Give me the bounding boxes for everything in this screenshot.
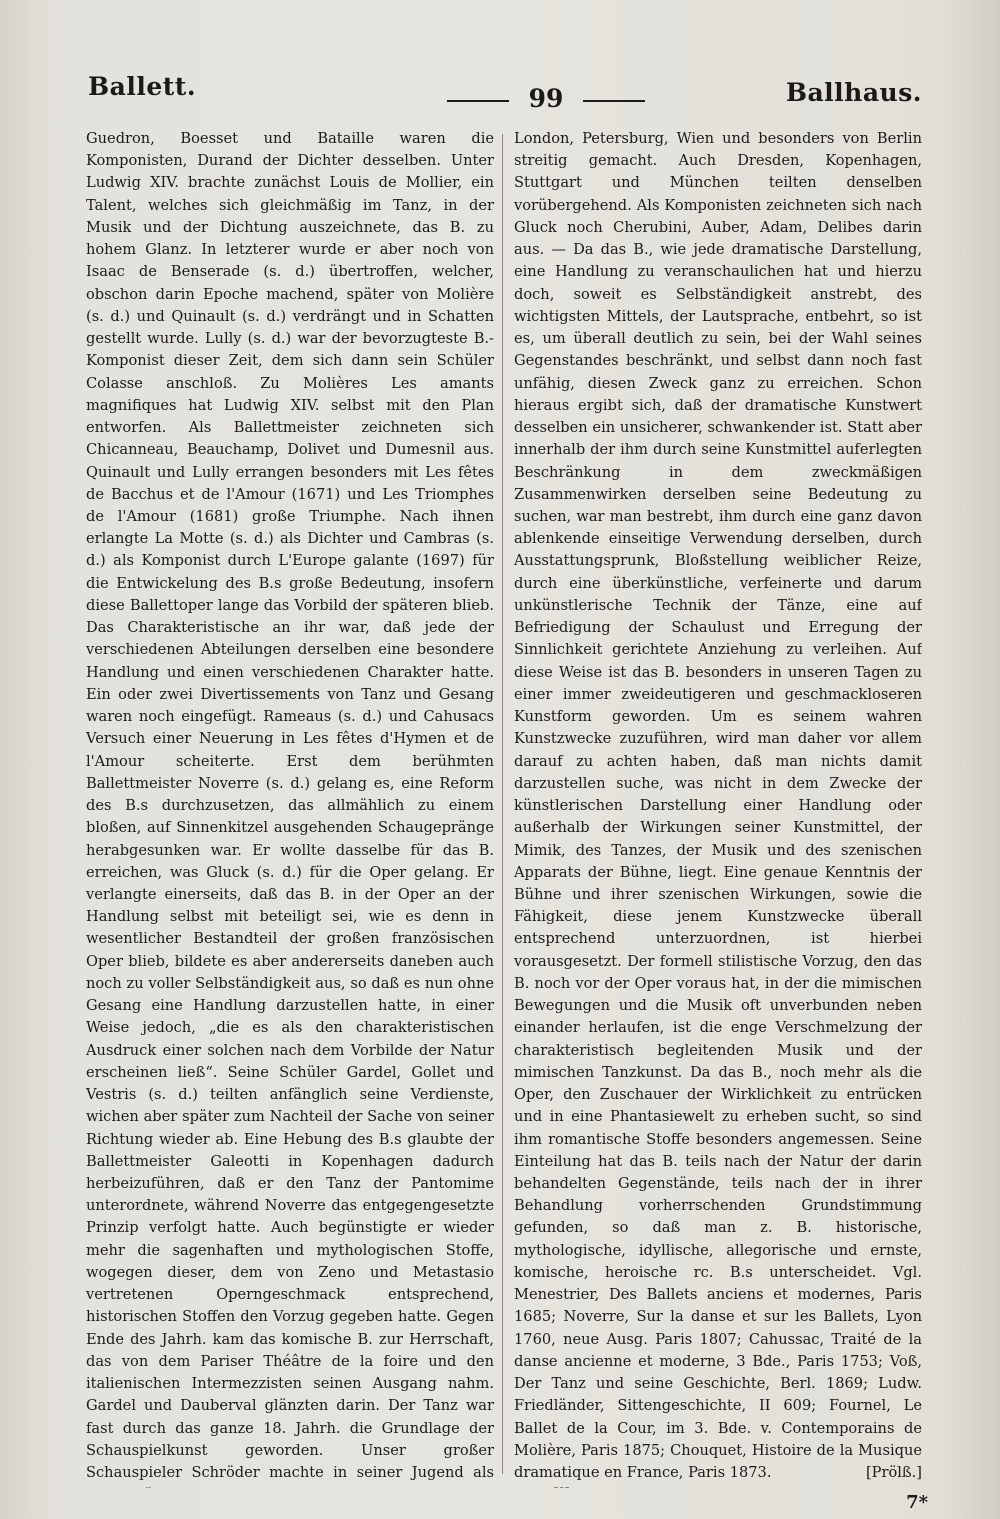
right-column xyxy=(514,128,922,1488)
left-column xyxy=(86,128,494,1488)
right-column-text xyxy=(514,128,922,1484)
column-divider xyxy=(502,134,503,1474)
page-number: 99 xyxy=(528,84,564,113)
page-header xyxy=(88,72,922,112)
ballhaus-entry xyxy=(514,1484,922,1488)
author-signature: [Prölß.] xyxy=(865,1464,922,1482)
ballhaus-entry-head xyxy=(532,1486,609,1488)
signature-mark: 7* xyxy=(906,1492,928,1513)
page-number-block xyxy=(426,84,666,113)
rule-left xyxy=(447,100,509,102)
running-head-right: Ballhaus. xyxy=(785,78,922,107)
ballett-entry-text: London, Petersburg, Wien und besonders von Berlin streitig gemacht. Auch Dresden, Kopenhagen, Stuttgart und München teilten denselben vorübergehend. Als Komponisten zeichneten sich nach Gluck noch Cherubini, Auber, Adam, Delibes darin aus. — Da das B., wie jede dramatische Darstellung, eine Handlung zu veranschaulichen hat und hierzu doch, soweit es Selbständigkeit anstrebt, des wichtigsten Mittels, der Lautsprache, entbehrt, so ist es, um überall deutlich zu sein, bei der Wahl seines Gegenstandes beschränkt, und selbst dann noch fast unfähig, diesen Zweck ganz zu erreichen. Schon hieraus ergibt sich, daß der dramatische Kunstwert desselben ein unsicherer, schwankender ist. Statt aber innerhalb der ihm durch seine Kunstmittel auferlegten Beschränkung in dem zweckmäßigen Zusammenwirken derselben seine Bedeutung zu suchen, war man bestrebt, ihm durch eine ganz davon ablenkende einseitige Verwendung derselben, durch Ausstattungsprunk, Bloßstellung weiblicher Reize, durch eine überkünstliche, verfeinerte und darum unkünstlerische Technik der Tänze, eine auf Befriedigung der Schaulust und Erregung der Sinnlichkeit gerichtete Anziehung zu verleihen. Auf diese Weise ist das B. besonders in unseren Tagen zu einer immer zweideutigeren und geschmackloseren Kunstform geworden. Um es seinem wahren Kunstzwecke zuzuführen, wird man daher vor allem darauf zu achten haben, daß man nichts damit darzustellen suche, was nicht in dem Zwecke der künstlerischen Darstellung einer Handlung oder außerhalb der Wirkungen seiner Kunstmittel, der Mimik, des Tanzes, der Musik und des szenischen Apparats der Bühne, liegt. Eine genaue Kenntnis der Bühne und ihrer szenischen Wirkungen, sowie die Fähigkeit, diese jenem Kunstzwecke überall entsprechend unterzuordnen, ist hierbei vorausgesetzt. Der formell stilistische Vorzug, den das B. noch vor der Oper voraus hat, in der die mimischen Bewegungen und die Musik oft unverbunden neben einander herlaufen, ist die enge Verschmelzung der charakteristisch begleitenden Musik und der mimischen Tanzkunst. Da das B., noch mehr als die Oper, den Zuschauer der Wirklichkeit zu entrücken und in eine Phantasiewelt zu erheben sucht, so sind ihm romantische Stoffe besonders angemessen. Seine Einteilung hat das B. teils nach der Natur der darin behandelten Gegenstände, teils nach der in ihrer Behandlung vorherrschenden Grundstimmung gefunden, so daß man z. B. historische, mythologische, idyllische, allegorische und ernste, komische, heroische rc. B.s unterscheidet. Vgl. Menestrier, Des Ballets anciens et modernes, Paris 1685; Noverre, Sur la danse et sur les Ballets, Lyon 1760, neue Ausg. Paris 1807; Cahussac, Traité de la danse ancienne et moderne, 3 Bde., Paris 1753; Voß, Der Tanz und seine Geschichte, Berl. 1869; Ludw. Friedländer, Sittengeschichte, II 609; Fournel, Le Ballet de la Cour, im 3. Bde. v. Contemporains de Molière, Paris 1875; Chouquet, Histoire de la Musique dramatique en France, Paris 1873. xyxy=(514,130,922,1482)
left-column-text: Guedron, Boesset und Bataille waren die Komponisten, Durand der Dichter desselben. Unter Ludwig XIV. brachte zunächst Louis de Mollier, ein Talent, welches sich gleichmäßig im Tanz, in der Musik und der Dichtung auszeichnete, das B. zu hohem Glanz. In letzterer wurde er aber noch von Isaac de Benserade (s. d.) übertroffen, welcher, obschon darin Epoche machend, später von Molière (s. d.) und Quinault (s. d.) verdrängt und in Schatten gestellt wurde. Lully (s. d.) war der bevorzugteste B.-Komponist dieser Zeit, dem sich dann sein Schüler Colasse anschloß. Zu Molières Les amants magnifiques hat Ludwig XIV. selbst mit den Plan entworfen. Als Ballettmeister zeichneten sich Chicanneau, Beauchamp, Dolivet und Dumesnil aus. Quinault und Lully errangen besonders mit Les fêtes de Bacchus et de l'Amour (1671) und Les Triomphes de l'Amour (1681) große Triumphe. Nach ihnen erlangte La Motte (s. d.) als Dichter und Cambras (s. d.) als Komponist durch L'Europe galante (1697) für die Entwickelung des B.s große Bedeutung, insofern diese Ballettoper lange das Vorbild der späteren blieb. Das Charakteristische an ihr war, daß jede der verschiedenen Abteilungen derselben eine besondere Handlung und einen verschiedenen Charakter hatte. Ein oder zwei Divertissements von Tanz und Gesang waren noch eingefügt. Rameaus (s. d.) und Cahusacs Versuch einer Neuerung in Les fêtes d'Hymen et de l'Amour scheiterte. Erst dem berühmten Ballettmeister Noverre (s. d.) gelang es, eine Reform des B.s durchzusetzen, das allmählich zu einem bloßen, auf Sinnenkitzel ausgehenden Schaugepränge herabgesunken war. Er wollte dasselbe für das B. erreichen, was Gluck (s. d.) für die Oper gelang. Er verlangte einerseits, daß das B. in der Oper an der Handlung selbst mit beteiligt sei, wie es denn in wesentlicher Bestandteil der großen französischen Oper blieb, bildete es aber andererseits daneben auch noch zu voller Selbständigkeit aus, so daß es nun ohne Gesang eine Handlung darzustellen hatte, in einer Weise jedoch, „die es als den charakteristischen Ausdruck einer solchen nach dem Vorbilde der Natur erscheinen ließ“. Seine Schüler Gardel, Gollet und Vestris (s. d.) teilten anfänglich seine Verdienste, wichen aber später zum Nachteil der Sache von seiner Richtung wieder ab. Eine Hebung des B.s glaubte der Ballettmeister Galeotti in Kopenhagen dadurch herbeizuführen, daß er den Tanz der Pantomime unterordnete, während Noverre das entgegengesetzte Prinzip verfolgt hatte. Auch begünstigte er wieder mehr die sagenhaften und mythologischen Stoffe, wogegen dieser, dem von Zeno und Metastasio vertretenen Operngeschmack entsprechend, historischen Stoffen den Vorzug gegeben hatte. Gegen Ende des Jahrh. kam das komische B. zur Herrschaft, das von dem Pariser Théâtre de la foire und den italienischen Intermezzisten seinen Ausgang nahm. Gardel und Dauberval glänzten darin. Der Tanz war fast durch das ganze 18. Jahrh. die Grundlage der Schauspielkunst geworden. Unser großer Schauspieler Schröder machte in seiner Jugend als xyxy=(86,130,494,1482)
text-columns xyxy=(86,128,938,1493)
running-head-left: Ballett. xyxy=(88,72,197,101)
rule-right xyxy=(583,100,645,102)
